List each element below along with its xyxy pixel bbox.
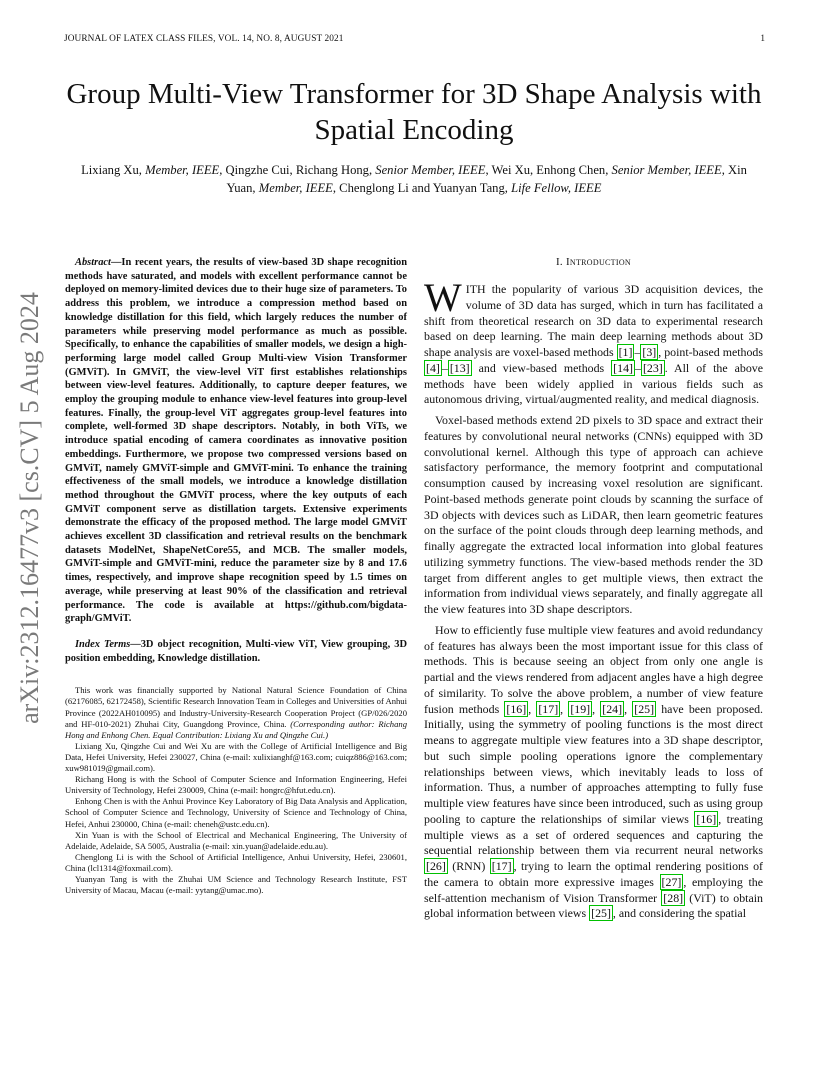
section-heading: I. Introduction [556, 256, 631, 268]
affiliation-footnote: Enhong Chen is with the Anhui Province Key Laboratory of Big Data Analysis and Application, School of Computer Science and Technology, University of Science and Technology of China, Hefei, Anhui 230000, China (e-mail: cheneh@ustc.edu.cn). [65, 796, 407, 829]
intro-paragraph-2: Voxel-based methods extend 2D pixels to 3D space and extract their features by convolutional neural networks (CNNs) equipped with 3D convolutional kernel. Although this type of approach can achieve satisfactory performance, the memory footprint and computational consumption caused by increasing voxel resolution are significant. Point-based methods generate point clouds by scanning the surface of 3D objects with devices such as LiDAR, then learn geometric features on the surface of the point clouds through deep learning methods, and finally aggregate the extracted local information into global features utilizing symmetry functions. The view-based methods render the 3D target from different angles to get multiple views, then extract the information from individual views separately, and finally aggregate all the view features into 3D shape descriptors. [424, 413, 763, 616]
affiliation-footnote: Xin Yuan is with the School of Electrical and Mechanical Engineering, The University of Adelaide, Adelaide, SA 5005, Australia (e-mail: xin.yuan@adelaide.edu.au). [65, 829, 407, 851]
right-column [424, 256, 763, 922]
citation-link[interactable]: [25] [591, 906, 611, 921]
intro-paragraph-1: WITH the popularity of various 3D acquisition devices, the volume of 3D data has surged, which in turn has facilitated a shift from theoretical research on 3D data to experimental research based on deep learning. The main deep learning methods about 3D shape analysis are voxel-based methods [1] – [3] , point-based methods [4] – [13] and view-based methods [14] – [23] . All of the above methods have been widely applied in various fields such as autonomous driving, virtual/augmented reality, and medical diagnosis. [424, 275, 763, 407]
citation-link[interactable]: [16] [696, 811, 717, 826]
citation-link[interactable]: [19] [570, 701, 591, 716]
citation-link[interactable]: [3] [642, 345, 657, 359]
citation-link[interactable]: [26] [426, 859, 446, 873]
index-terms [65, 638, 407, 665]
citation-link[interactable]: [27] [661, 874, 682, 889]
affiliation-footnote: Lixiang Xu, Qingzhe Cui and Wei Xu are with the College of Artificial Intelligence and Big Data, Hefei University, Hefei 230027, China (e-mail: xulixianghf@163.com; cuiqz886@163.com; xuw981019@gmail.com). [65, 740, 407, 774]
abstract-text: —In recent years, the results of view-based 3D shape recognition methods have saturated, and models with excellent performance cannot be deployed on memory-limited devices due to their huge size of parameters. To address this problem, we introduce a compression method based on knowledge distillation for this field, which largely reduces the number of parameters while preserving model performance as much as possible. Specifically, to enhance the capabilities of smaller models, we design a high-performing large model called Group Multi-view Vision Transformer (GMViT). In GMViT, the view-level ViT first establishes relationships between view-level features. Additionally, to capture deeper features, we employ the grouping module to enhance view-level features into group-level features. Finally, the group-level ViT aggregates group-level features into complete, well-formed 3D shape descriptors. Notably, in both ViTs, we introduce spatial encoding of camera coordinates as innovative position embeddings. Furthermore, we propose two compressed versions based on GMViT, namely GMViT-simple and GMViT-mini. To enhance the training effectiveness of the small models, we introduce a knowledge distillation method throughout the GMViT process, where the key outputs of each GMViT component serve as distillation targets. Extensive experiments demonstrate the efficacy of the proposed method. The large model GMViT achieves excellent 3D classification and retrieval results on the benchmark datasets ModelNet, ShapeNetCore55, and MCB. The smaller models, GMViT-simple and GMViT-mini, reduce the parameter size by 8 and 17.6 times, respectively, and improve shape recognition speed by 1.5 times on average, while preserving at least 90% of the classification and retrieval performance. The code is available at https://github.com/bigdata-graph/GMViT. [65, 257, 407, 625]
index-terms-label: Index Terms [75, 638, 131, 650]
citation-link[interactable]: [24] [602, 701, 623, 716]
abstract-label: Abstract [75, 257, 111, 268]
page-number: 1 [760, 34, 765, 44]
citation-link[interactable]: [25] [634, 701, 655, 716]
author-list: Lixiang Xu, Member, IEEE, Qingzhe Cui, Richang Hong, Senior Member, IEEE, Wei Xu, Enhong Chen, Senior Member, IEEE, Xin Yuan, Member, IEEE, Chenglong Li and Yuanyan Tang, Life Fellow, IEEE [81, 163, 747, 195]
running-head: JOURNAL OF LATEX CLASS FILES, VOL. 14, NO. 8, AUGUST 2021 [64, 34, 344, 44]
affiliation-footnote: Chenglong Li is with the School of Artificial Intelligence, Anhui University, Hefei, 230601, China (lcl1314@foxmail.com). [65, 851, 407, 873]
paper-title: Group Multi-View Transformer for 3D Shape Analysis with Spatial Encoding [66, 78, 762, 146]
citation-link[interactable]: [17] [538, 701, 559, 716]
abstract [65, 256, 407, 626]
citation-link[interactable]: [4] [426, 360, 440, 375]
citation-link[interactable]: [1] [618, 345, 633, 359]
affiliation-footnote: Richang Hong is with the School of Computer Science and Information Engineering, Hefei University of Technology, Hefei 230009, China (e-mail: hongrc@hfut.edu.cn). [65, 774, 407, 796]
citation-link[interactable]: [13] [449, 360, 470, 375]
citation-link[interactable]: [14] [613, 360, 633, 375]
arxiv-stamp-text: arXiv:2312.16477v3 [cs.CV] 5 Aug 2024 [15, 292, 44, 724]
footnotes [65, 685, 407, 896]
citation-link[interactable]: [17] [491, 859, 512, 873]
affiliation-footnote: Yuanyan Tang is with the Zhuhai UM Science and Technology Research Institute, FST University of Macau, Macau (e-mail: yytang@umac.mo). [65, 873, 407, 896]
drop-cap: W [424, 275, 462, 320]
arxiv-stamp [12, 288, 48, 728]
citation-link[interactable]: [28] [663, 890, 684, 905]
citation-link[interactable]: [23] [642, 360, 663, 375]
index-terms-text: —3D object recognition, Multi-view ViT, View grouping, 3D position embedding, Knowledge distillation. [65, 638, 407, 664]
funding-footnote: This work was financially supported by National Natural Science Foundation of China (62176085, 62172458), Scientific Research Innovation Team in Colleges and Universities of Anhui Province (2022AH010095) and Industry-University-Research Cooperation Project (GP/026/2020 and HF-010-2021) Zhuhai City, Guangdong Province, China. (Corresponding author: Richang Hong and Enhong Chen. Equal Contribution: Lixiang Xu and Qingzhe Cui.) [65, 685, 407, 740]
intro-paragraph-3: How to efficiently fuse multiple view features and avoid redundancy of features has always been the most important issue for this class of methods. This is because seeing an object from only one angle is partial and the views rendered from adjacent angles have a high degree of similarity. To solve the above problem, a number of view feature fusion methods [16] , [17] , [19] , [24] , [25] have been proposed. Initially, using the symmetry of pooling functions is the most direct means to aggregate multiple view features into a 3D shape descriptor, but such simple pooling operations ignore the complementary relationships between views, which inevitably leads to loss of information. Thus, a number of approaches attempting to fully fuse multiple view features have since been introduced, such as using group pooling to capture the relationships of similar views [16] , treating multiple views as a set of ordered sequences and capturing the sequential relationship between them via recurrent neural networks [26] (RNN) [17] , trying to learn the optimal rendering positions of the camera to obtain more expressive images [27] , employing the self-attention mechanism of Vision Transformer [28] (ViT) to obtain global information between views [25] , and considering the spatial [424, 622, 764, 921]
citation-link[interactable]: [16] [506, 701, 527, 716]
left-column [65, 256, 407, 896]
